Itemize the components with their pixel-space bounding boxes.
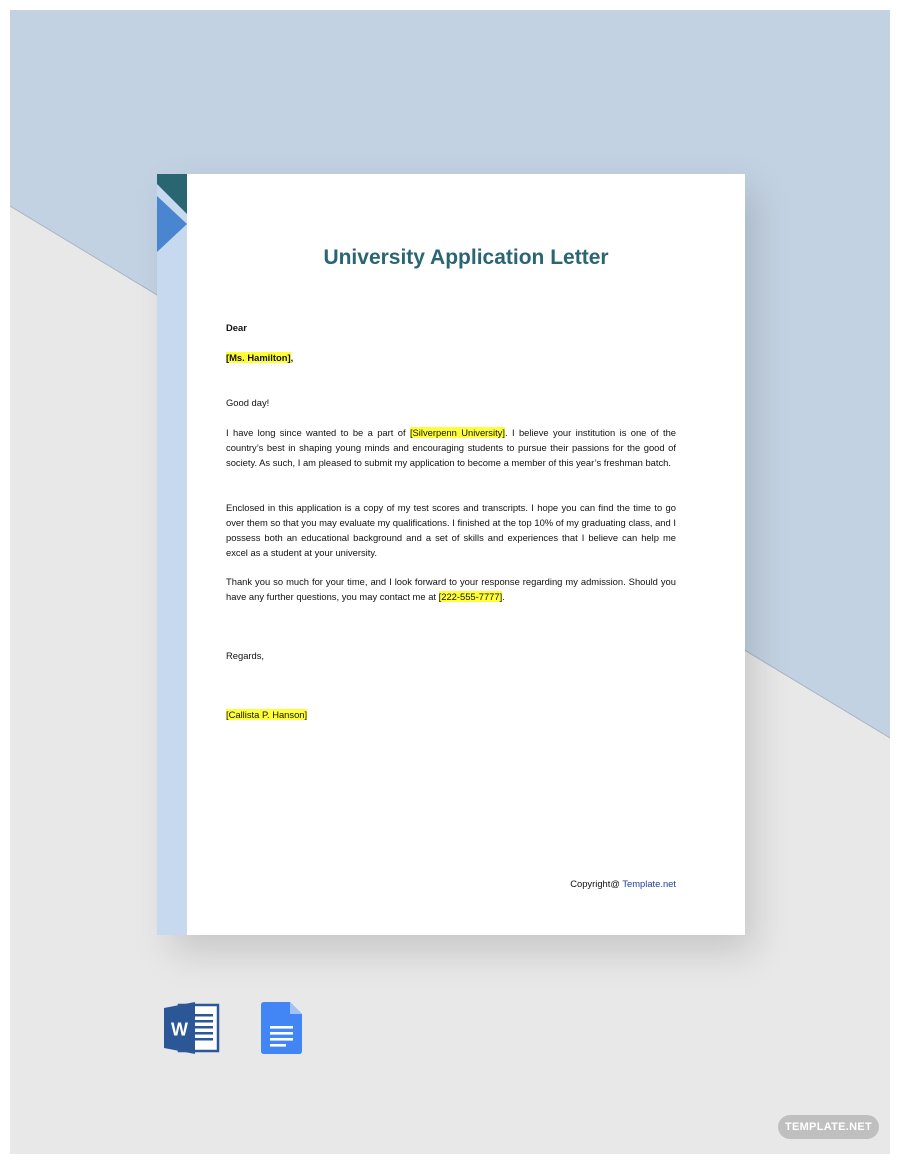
microsoft-word-icon[interactable]	[164, 1002, 220, 1054]
svg-text:W: W	[171, 1019, 188, 1040]
document-title: University Application Letter	[323, 246, 609, 269]
template-net-watermark: TEMPLATE.NET	[778, 1115, 879, 1139]
closing: Regards,	[226, 650, 265, 661]
signature-placeholder: [Callista P. Hanson]	[226, 709, 308, 720]
recipient-placeholder: [Ms. Hamilton]	[226, 352, 291, 363]
recipient-suffix: ,	[290, 352, 294, 363]
paragraph-1	[226, 426, 676, 471]
paragraph-3-end: .	[502, 590, 505, 602]
google-docs-icon[interactable]	[261, 1002, 303, 1054]
corner-decoration	[157, 174, 187, 252]
copyright	[570, 878, 676, 889]
copyright-prefix: Copyright@	[570, 878, 623, 889]
copyright-brand-link[interactable]: Template.net	[622, 878, 676, 889]
paragraph-3-start: Thank you so much for your time, and I look forward to your response regarding my admission. Should you have any further questions, you may contact me at	[226, 576, 676, 602]
paragraph-1-end: . I believe your institution is one of the country’s best in shaping young minds and encouraging students to pursue their passions for the good of society. As such, I am pleased to submit my application to become a member of this year’s freshman batch.	[226, 427, 676, 468]
paragraph-1-start: I have long since wanted to be a part of	[226, 427, 410, 438]
signature-line	[226, 709, 676, 720]
recipient-line	[226, 352, 676, 363]
letter-page	[157, 174, 745, 935]
salutation: Dear	[226, 322, 247, 333]
sidebar-strip	[157, 174, 187, 935]
paragraph-2: Enclosed in this application is a copy of my test scores and transcripts. I hope you can find the time to go over them so that you may evaluate my qualifications. I finished at the top 10% of my graduating class, and I possess both an educational background and a set of skills and experiences that I believe can help me excel as a student at your university.	[226, 502, 676, 558]
greeting: Good day!	[226, 397, 270, 408]
university-placeholder: [Silverpenn University]	[409, 427, 505, 438]
paragraph-3	[226, 575, 676, 605]
phone-placeholder: [222-555-7777]	[438, 590, 503, 602]
